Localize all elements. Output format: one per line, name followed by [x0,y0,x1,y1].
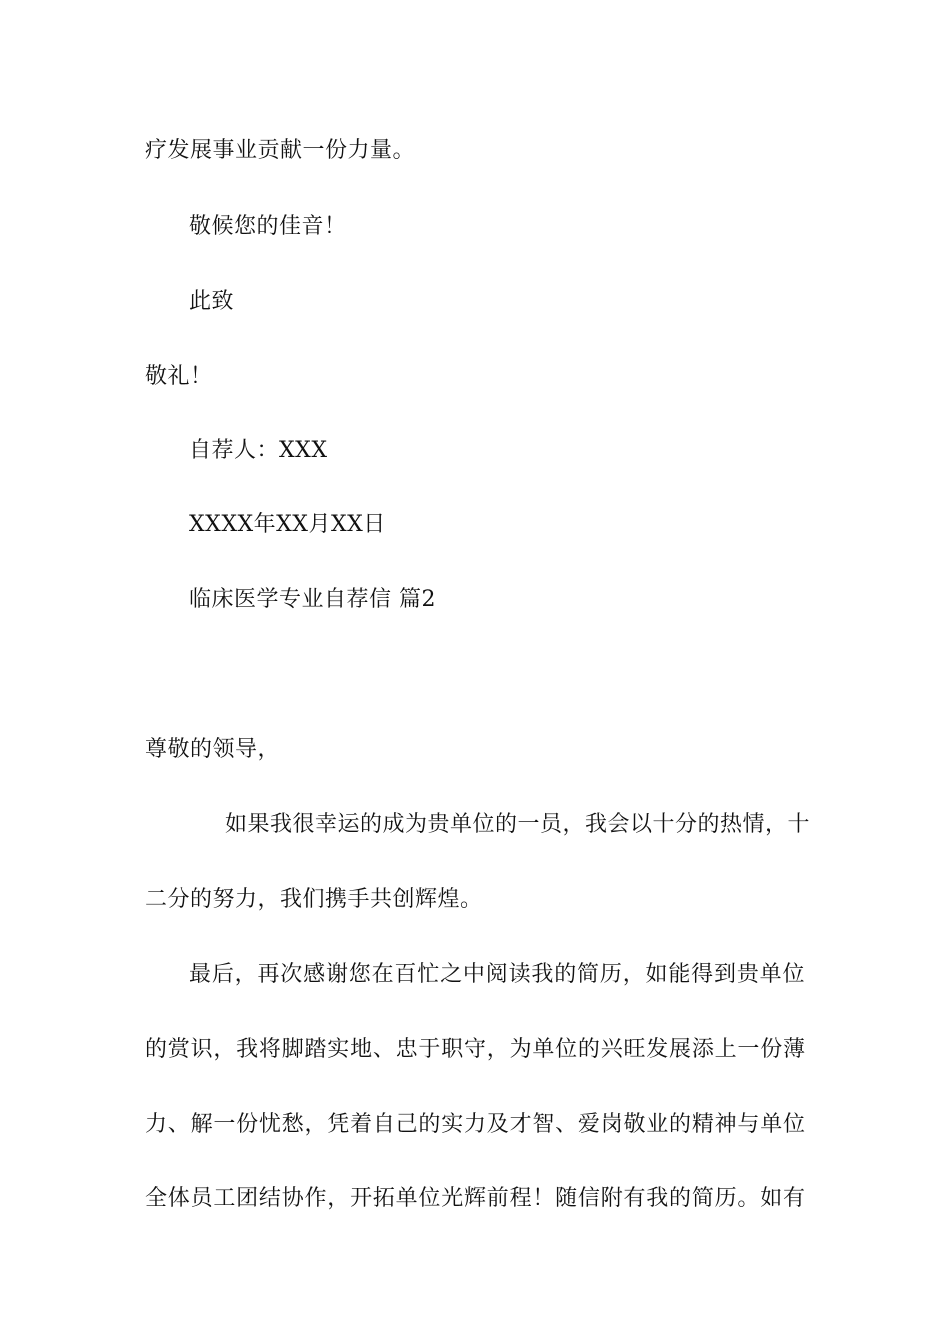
paragraph-line: 二分的努力，我们携手共创辉煌。 [145,887,483,912]
salutation-jingli: 敬礼！ [145,364,213,389]
paragraph-line: 如果我很幸运的成为贵单位的一员，我会以十分的热情，十 [225,812,811,837]
section-heading: 临床医学专业自荐信 篇2 [189,587,436,612]
paragraph-line: 力、解一份忧愁，凭着自己的实力及才智、爱岗敬业的精神与单位 [145,1112,805,1137]
paragraph-line: 的赏识，我将脚踏实地、忠于职守，为单位的兴旺发展添上一份薄 [145,1037,805,1062]
paragraph-line: 疗发展事业贡献一份力量。 [145,138,416,163]
paragraph-line: 最后，再次感谢您在百忙之中阅读我的简历，如能得到贵单位 [189,962,805,987]
paragraph-line: 全体员工团结协作，开拓单位光辉前程！随信附有我的简历。如有 [145,1186,805,1211]
closing-hope: 敬候您的佳音！ [189,214,347,239]
signature-name: 自荐人：XXX [189,438,328,463]
signature-date: XXXX年XX月XX日 [189,512,386,537]
salutation-cizhi: 此致 [189,289,235,314]
greeting: 尊敬的领导， [145,737,281,762]
